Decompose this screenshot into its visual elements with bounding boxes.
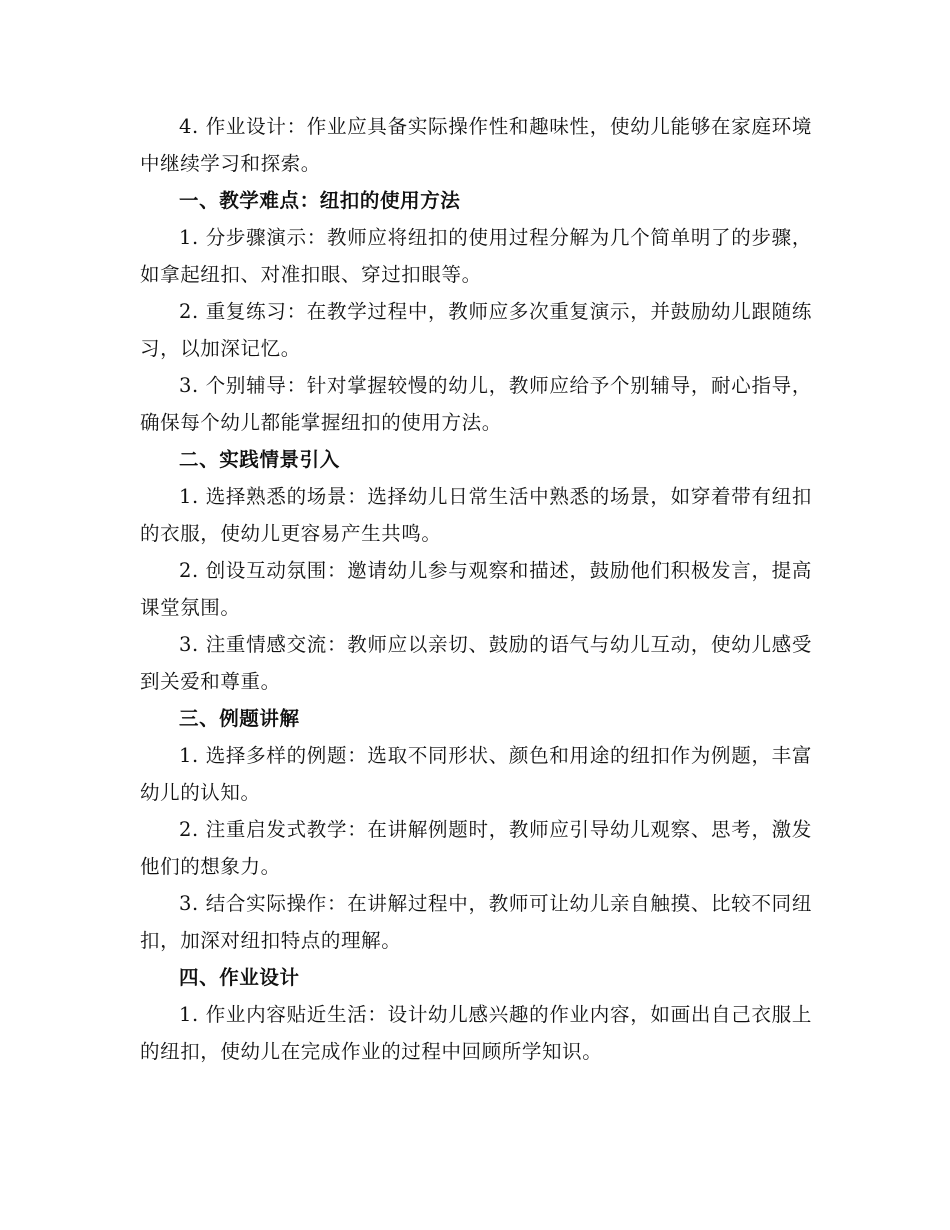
paragraph-practical-operation: 3. 结合实际操作：在讲解过程中，教师可让幼儿亲自触摸、比较不同纽扣，加深对纽扣特点的理解。 bbox=[140, 892, 812, 952]
paragraph-interactive-atmosphere: 2. 创设互动氛围：邀请幼儿参与观察和描述，鼓励他们积极发言，提高课堂氛围。 bbox=[140, 559, 812, 619]
section-heading-teaching-difficulty: 一、教学难点：纽扣的使用方法 bbox=[179, 189, 461, 212]
document-page bbox=[140, 108, 812, 1070]
paragraph-diverse-examples: 1. 选择多样的例题：选取不同形状、颜色和用途的纽扣作为例题，丰富幼儿的认知。 bbox=[140, 744, 812, 804]
paragraph-individual-guidance: 3. 个别辅导：针对掌握较慢的幼儿，教师应给予个别辅导，耐心指导，确保每个幼儿都能掌握纽扣的使用方法。 bbox=[140, 374, 812, 434]
section-heading-example-explanation: 三、例题讲解 bbox=[179, 707, 300, 730]
paragraph-step-demo: 1. 分步骤演示：教师应将纽扣的使用过程分解为几个简单明了的步骤，如拿起纽扣、对准扣眼、穿过扣眼等。 bbox=[140, 226, 812, 286]
paragraph-repeat-practice: 2. 重复练习：在教学过程中，教师应多次重复演示，并鼓励幼儿跟随练习，以加深记忆。 bbox=[140, 300, 812, 360]
paragraph-heuristic-teaching: 2. 注重启发式教学：在讲解例题时，教师应引导幼儿观察、思考，激发他们的想象力。 bbox=[140, 818, 812, 878]
section-heading-practice-scenario: 二、实践情景引入 bbox=[179, 448, 340, 471]
paragraph-homework-design-summary: 4. 作业设计：作业应具备实际操作性和趣味性，使幼儿能够在家庭环境中继续学习和探索。 bbox=[140, 115, 812, 175]
paragraph-familiar-scene: 1. 选择熟悉的场景：选择幼儿日常生活中熟悉的场景，如穿着带有纽扣的衣服，使幼儿更容易产生共鸣。 bbox=[140, 485, 812, 545]
paragraph-homework-content: 1. 作业内容贴近生活：设计幼儿感兴趣的作业内容，如画出自己衣服上的纽扣，使幼儿在完成作业的过程中回顾所学知识。 bbox=[140, 1003, 812, 1063]
paragraph-emotional-communication: 3. 注重情感交流：教师应以亲切、鼓励的语气与幼儿互动，使幼儿感受到关爱和尊重。 bbox=[140, 633, 812, 693]
section-heading-homework-design: 四、作业设计 bbox=[179, 966, 300, 989]
